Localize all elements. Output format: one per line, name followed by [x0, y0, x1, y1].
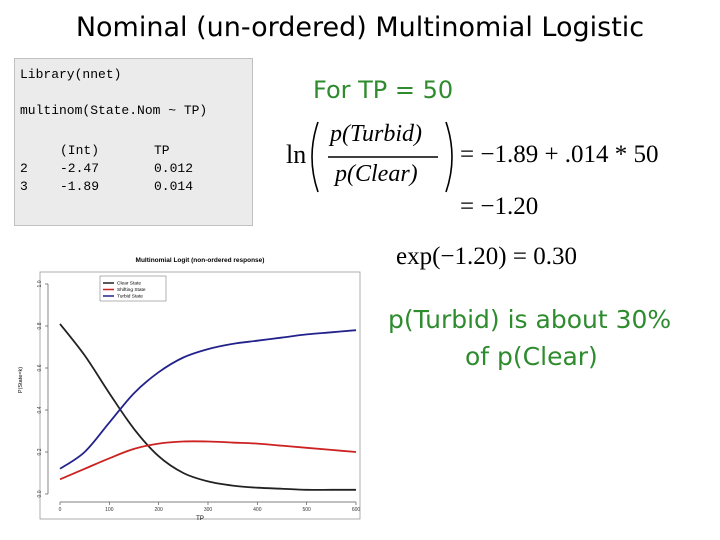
- series-lines: [60, 324, 356, 490]
- coef-row-label: 3: [20, 179, 28, 194]
- x-tick-label: 400: [253, 507, 262, 513]
- y-tick-label: 0.4: [37, 406, 43, 414]
- coef-row-tp: 0.014: [154, 179, 194, 194]
- y-tick-label: 0.6: [37, 364, 43, 372]
- equation-rhs-1: = −1.89 + .014 * 50: [460, 141, 659, 168]
- y-tick-label: 0.8: [37, 322, 43, 330]
- y-tick-label: 0.0: [37, 490, 43, 498]
- legend-label: Clear State: [117, 281, 141, 287]
- coef-header-tp: TP: [154, 143, 170, 158]
- r-code-box: [14, 58, 253, 226]
- fraction-numerator: p(Turbid): [330, 121, 423, 147]
- coef-row-tp: 0.012: [154, 161, 194, 176]
- code-library-line: Library(nnet): [20, 67, 122, 82]
- legend-label: Shifting State: [117, 288, 146, 294]
- legend-label: Turbid State: [117, 294, 143, 300]
- multinomial-logit-chart: [10, 250, 370, 532]
- shifting-state-line: [60, 441, 356, 479]
- plot-frame: [40, 272, 360, 519]
- tp-heading: For TP = 50: [313, 76, 454, 104]
- x-tick-label: 100: [105, 507, 114, 513]
- y-tick-label: 0.2: [37, 448, 43, 456]
- ln-symbol: ln: [286, 140, 307, 169]
- chart-title: Multinomial Logit (non-ordered response): [135, 257, 265, 264]
- code-multinom-line: multinom(State.Nom ~ TP): [20, 103, 208, 118]
- y-axis-label: P(State=k): [18, 366, 24, 394]
- x-tick-label: 500: [302, 507, 311, 513]
- y-tick-label: 1.0: [37, 280, 43, 288]
- x-tick-label: 300: [203, 507, 213, 513]
- x-axis-label: TP: [196, 516, 204, 522]
- conclusion-line-2: of p(Clear): [465, 342, 598, 371]
- x-tick-label: 200: [154, 507, 163, 513]
- conclusion-line-1: p(Turbid) is about 30%: [388, 305, 672, 334]
- equation-rhs-2: = −1.20: [460, 193, 539, 220]
- slide-title: Nominal (un-ordered) Multinomial Logistic: [75, 12, 645, 43]
- exp-equation: exp(−1.20) = 0.30: [396, 243, 577, 270]
- coef-row-label: 2: [20, 161, 28, 176]
- x-tick-label: 0: [58, 507, 62, 513]
- x-tick-label: 600: [351, 507, 361, 513]
- coef-header-int: (Int): [60, 143, 100, 158]
- coef-row-int: -1.89: [60, 179, 100, 194]
- coef-row-int: -2.47: [60, 161, 100, 176]
- legend: [100, 276, 166, 301]
- fraction-denominator: p(Clear): [335, 161, 418, 187]
